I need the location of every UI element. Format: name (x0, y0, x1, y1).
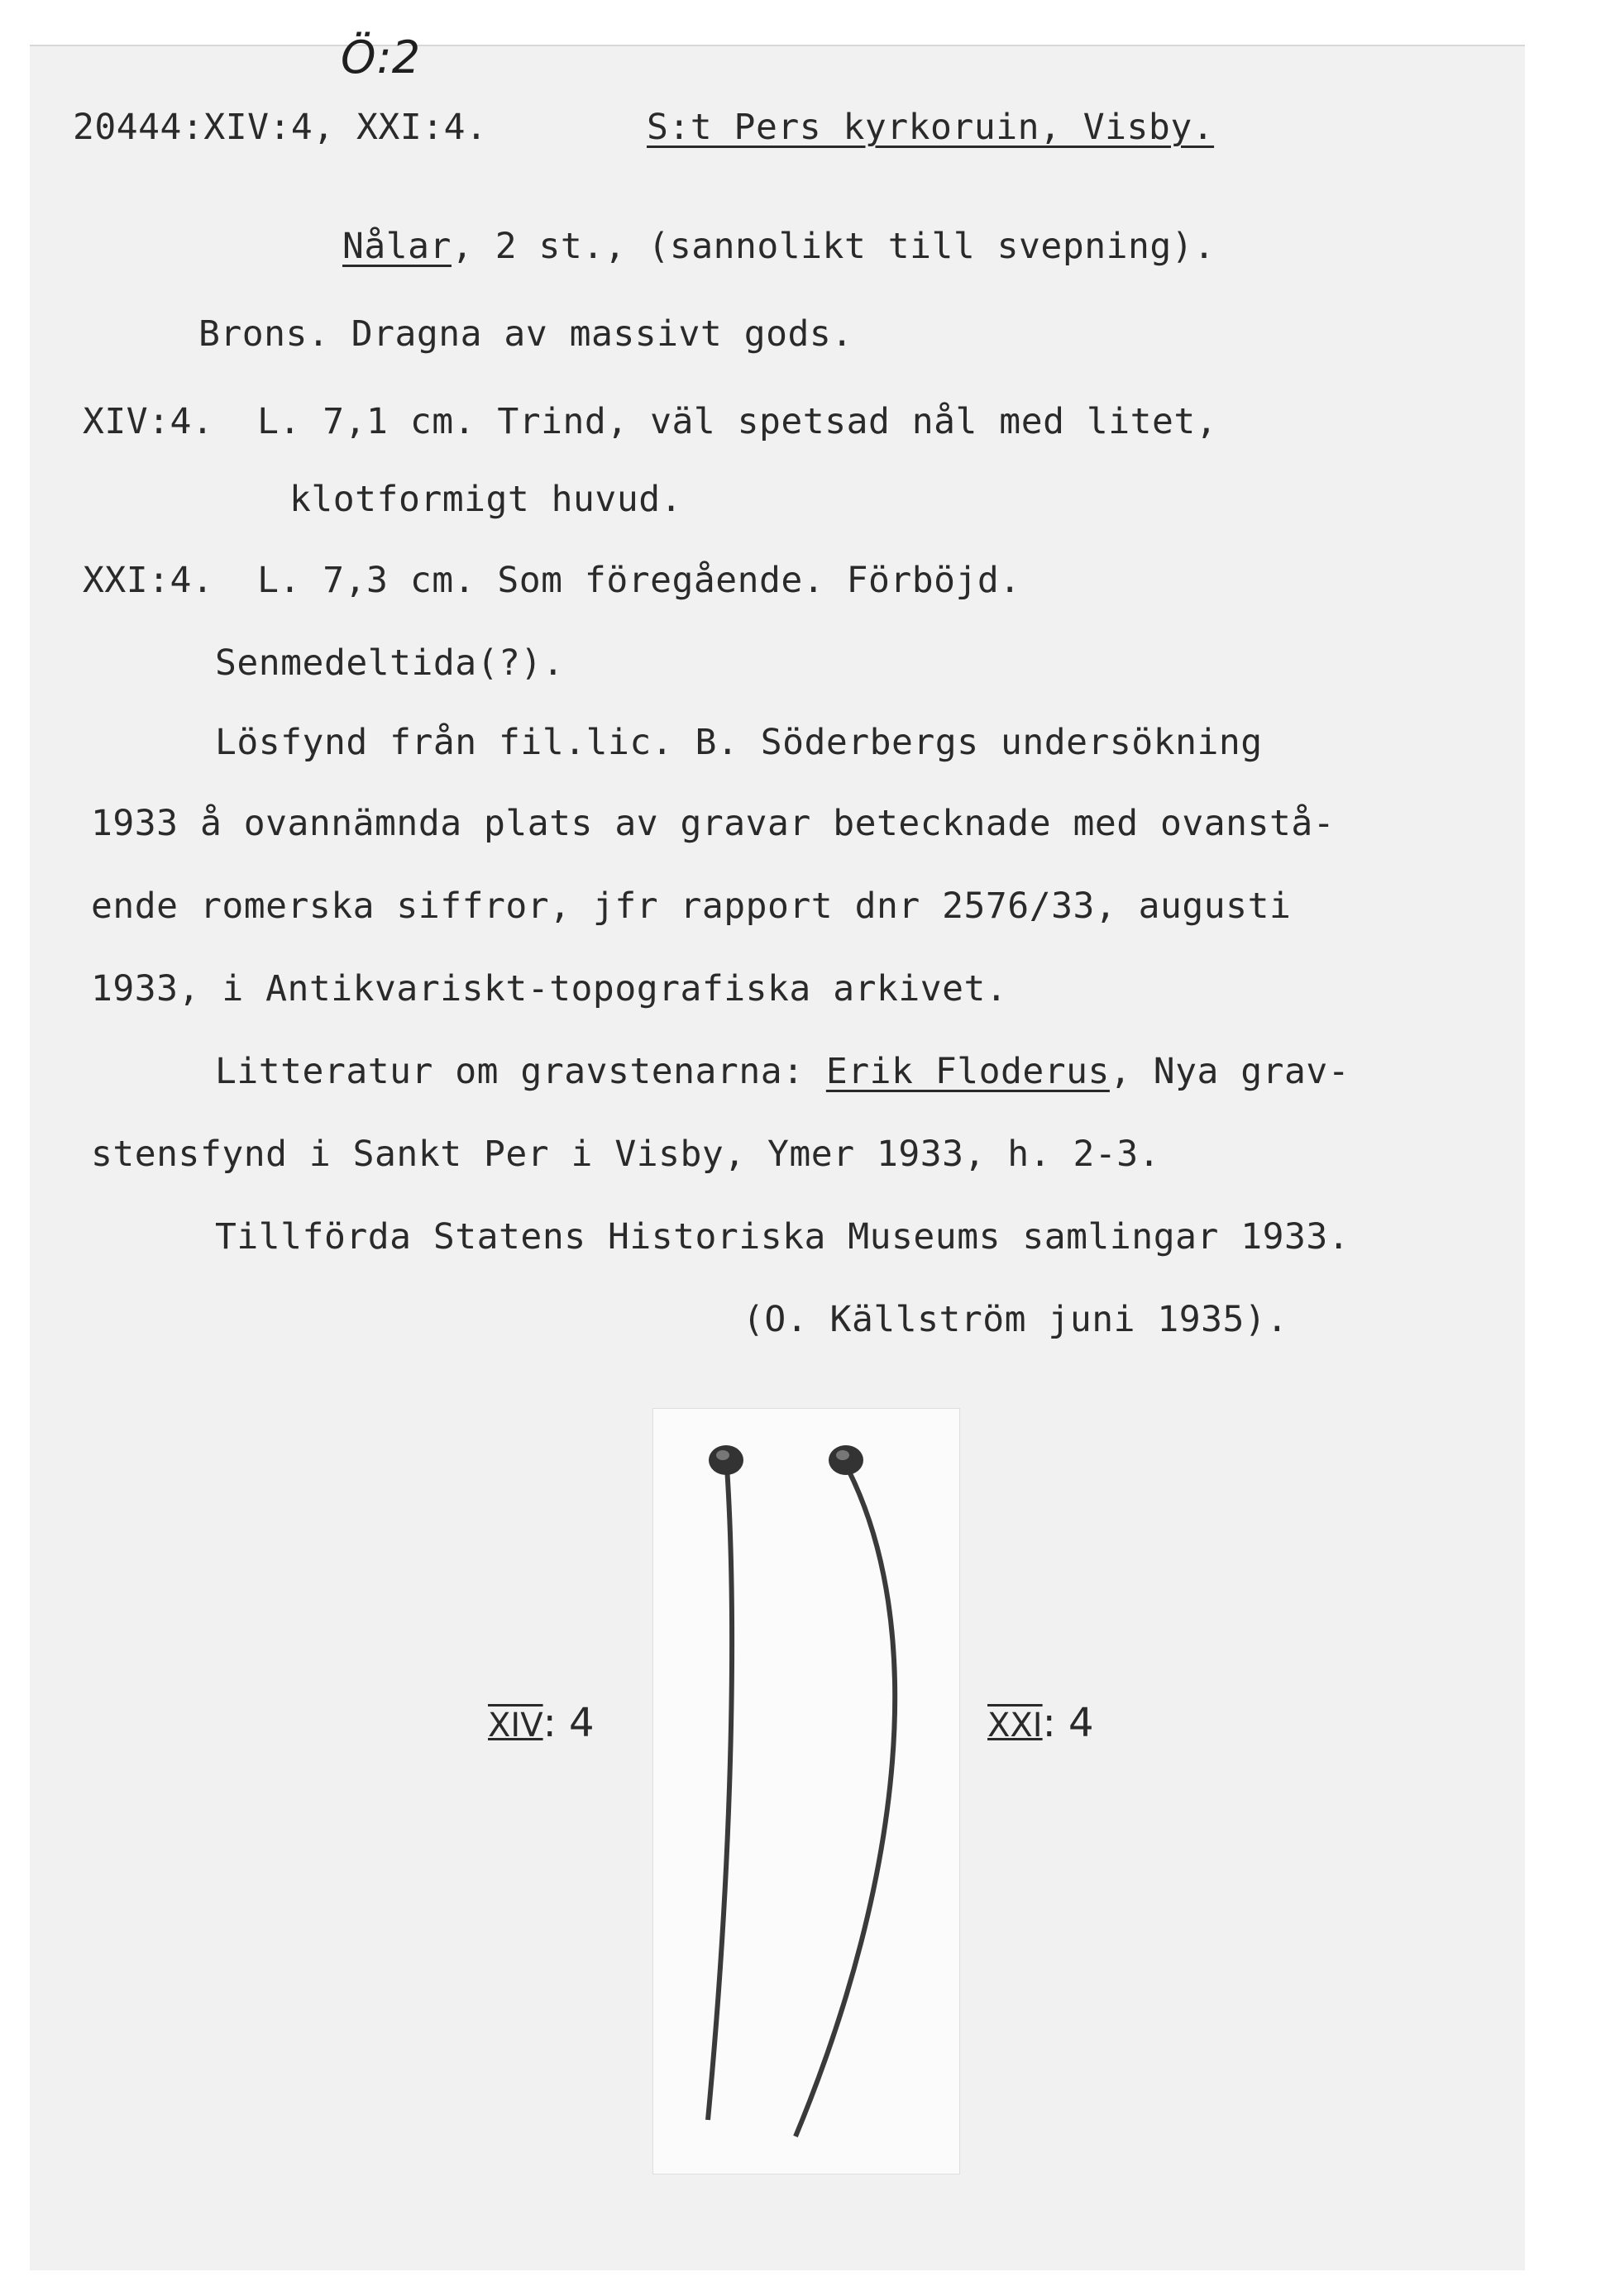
find-line-3: ende romerska siffror, jfr rapport dnr 2576/33, augusti (91, 885, 1292, 927)
needle-xiv-head (709, 1445, 743, 1475)
literature-author: Erik Floderus (825, 1051, 1110, 1092)
object-title (342, 225, 1216, 268)
item-xiv-line: XIV:4. L. 7,1 cm. Trind, väl spetsad nål med litet, (83, 401, 1218, 442)
literature-prefix: Litteratur om gravstenarna: (215, 1051, 826, 1092)
needle-xxi-head (829, 1445, 863, 1475)
handwritten-note: Ö:2 (341, 31, 421, 84)
needles-image (653, 1409, 959, 2174)
object-title-rest: , 2 st., (sannolikt till svepning). (451, 226, 1216, 267)
find-line-4: 1933, i Antikvariskt-topografiska arkivet. (91, 968, 1008, 1010)
literature-line (215, 1050, 1350, 1093)
needle-xxi-shaft (796, 1468, 895, 2136)
photo-label-xxi: XXI: 4 (987, 1700, 1094, 1746)
find-line-1: Lösfynd från fil.lic. B. Söderbergs undersökning (215, 722, 1263, 763)
literature-line-2: stensfynd i Sankt Per i Visby, Ymer 1933, h. 2-3. (91, 1134, 1161, 1175)
object-name: Nålar (342, 226, 452, 267)
needles-photo (652, 1408, 960, 2174)
material-line: Brons. Dragna av massivt gods. (198, 313, 853, 355)
literature-suffix: , Nya grav- (1109, 1051, 1350, 1092)
item-xiv-line-2: klotformigt huvud. (289, 479, 682, 520)
catalog-number: 20444:XIV:4, XXI:4. (73, 107, 488, 148)
accession-line: Tillförda Statens Historiska Museums samlingar 1933. (215, 1216, 1350, 1258)
photo-label-xiv: XIV: 4 (488, 1700, 595, 1746)
site-name: S:t Pers kyrkoruin, Visby. (647, 107, 1215, 148)
signature-line: (O. Källström juni 1935). (743, 1299, 1288, 1340)
needle-xiv-shaft (708, 1467, 732, 2120)
dating-line: Senmedeltida(?). (215, 642, 565, 684)
find-line-2: 1933 å ovannämnda plats av gravar betecknade med ovanstå- (91, 803, 1336, 844)
item-xxi-line: XXI:4. L. 7,3 cm. Som föregående. Förböjd. (83, 560, 1021, 601)
